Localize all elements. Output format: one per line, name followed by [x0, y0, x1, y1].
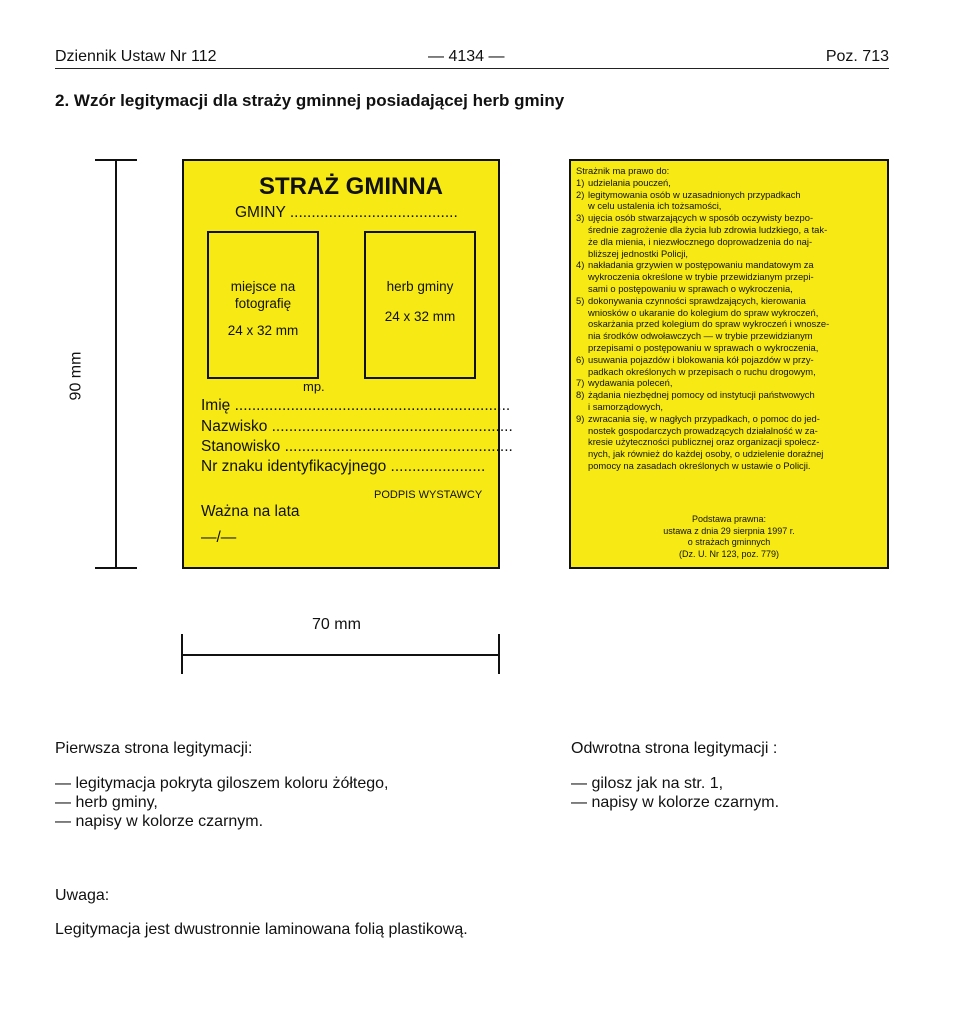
- stamp-label: mp.: [303, 379, 325, 394]
- rights-item: [576, 377, 884, 389]
- legal-basis-label: Podstawa prawna:: [691, 514, 767, 524]
- back-description-list: [571, 774, 779, 812]
- photo-size: 24 x 32 mm: [227, 323, 299, 338]
- card-back: [569, 159, 889, 569]
- rights-item-continuation: że dla mienia, i niezwłocznego doprowadzenia do naj-: [588, 235, 813, 247]
- front-description-item: — napisy w kolorze czarnym.: [55, 813, 264, 830]
- rights-item-text: dokonywania czynności sprawdzających, kierowania: [588, 294, 806, 306]
- signature-label: PODPIS WYSTAWCY: [374, 489, 483, 501]
- rights-item-continuation: średnie zagrożenie dla życia lub zdrowia ludzkiego, a tak-: [588, 223, 828, 235]
- photo-placeholder: [207, 231, 319, 379]
- rights-item-continuation: sami o postępowaniu w sprawach o wykroczenia,: [588, 282, 793, 294]
- rights-item: [576, 189, 884, 201]
- valid-value: —/—: [201, 529, 237, 546]
- rights-item-continuation: bliższej jednostki Policji,: [588, 247, 689, 259]
- rights-item: [576, 212, 884, 224]
- note-text: Legitymacja jest dwustronnie laminowana folią plastikową.: [55, 921, 468, 938]
- field-first-name: Imię ................................................................: [201, 397, 511, 414]
- gminy-field: GMINY .......................................: [235, 204, 458, 221]
- rights-item: [576, 295, 884, 307]
- front-description-title: Pierwsza strona legitymacji:: [55, 740, 253, 757]
- rights-item-number: 2): [576, 188, 585, 200]
- back-description-item: — napisy w kolorze czarnym.: [571, 794, 780, 811]
- rights-item-continuation: nych, jak również do każdej osoby, o udzielenie doraźnej: [588, 448, 824, 460]
- rights-item-text: ujęcia osób stwarzających w sposób oczywisty bezpo-: [588, 212, 814, 224]
- rights-item-continuation: padkach określonych w przepisach o ruchu drogowym,: [588, 365, 816, 377]
- note-label: Uwaga:: [55, 887, 110, 904]
- front-description-list: [55, 774, 388, 831]
- valid-label: Ważna na lata: [201, 503, 300, 520]
- rights-item-number: 5): [576, 294, 585, 306]
- rights-item-continuation: wniosków o ukaranie do kolegium do spraw wykroczeń,: [588, 306, 819, 318]
- rights-item-number: 8): [576, 389, 585, 401]
- rights-intro: Strażnik ma prawo do:: [576, 165, 670, 176]
- rights-item: [576, 413, 884, 425]
- journal-title: Dziennik Ustaw Nr 112: [55, 48, 217, 65]
- rights-item-text: usuwania pojazdów i blokowania kół pojazdów w przy-: [588, 353, 814, 365]
- rights-item-continuation: i samorządowych,: [588, 400, 664, 412]
- section-title: 2. Wzór legitymacji dla straży gminnej posiadającej herb gminy: [55, 91, 565, 110]
- position-number: Poz. 713: [825, 48, 889, 65]
- crest-size: 24 x 32 mm: [384, 309, 456, 324]
- rights-item-continuation: kresie użyteczności publicznej oraz organizacji społecz-: [588, 436, 820, 448]
- rights-item-number: 9): [576, 412, 585, 424]
- legal-act-title: o strażach gminnych: [687, 537, 771, 547]
- page-number: — 4134 —: [428, 48, 505, 65]
- rights-item-continuation: w celu ustalenia ich tożsamości,: [588, 200, 722, 212]
- field-surname: Nazwisko ........................................................: [201, 418, 513, 435]
- card-front: [182, 159, 513, 569]
- rights-item-continuation: nia środków odwoławczych — w trybie przewidzianym: [588, 330, 813, 342]
- rights-item: [576, 177, 884, 189]
- rights-item-continuation: przepisami o postępowaniu w sprawach o wykroczenia,: [588, 341, 819, 353]
- back-description-item: — gilosz jak na str. 1,: [571, 775, 724, 792]
- rights-item-number: 3): [576, 212, 585, 224]
- rights-items: [576, 177, 884, 472]
- rights-item-text: nakładania grzywien w postępowaniu mandatowym za: [588, 259, 814, 271]
- rights-item-text: udzielania pouczeń,: [588, 176, 671, 188]
- rights-item-continuation: pomocy na zasadach określonych w ustawie o Policji.: [588, 459, 811, 471]
- legal-reference: (Dz. U. Nr 123, poz. 779): [678, 548, 780, 559]
- legal-act: ustawa z dnia 29 sierpnia 1997 r.: [663, 525, 795, 536]
- crest-label: herb gminy: [386, 279, 454, 294]
- photo-label-1: miejsce na: [230, 279, 296, 294]
- back-description-title: Odwrotna strona legitymacji :: [571, 740, 778, 757]
- legal-basis: [571, 514, 887, 560]
- rights-item: [576, 259, 884, 271]
- rights-item-number: 4): [576, 259, 585, 271]
- height-label: 90 mm: [67, 351, 84, 401]
- dimension-horizontal-line: [181, 654, 500, 656]
- card-heading: STRAŻ GMINNA: [259, 173, 443, 200]
- rights-item-text: wydawania poleceń,: [588, 377, 673, 389]
- rights-item-number: 7): [576, 377, 585, 389]
- dimension-vertical-line: [115, 159, 117, 569]
- rights-item-text: legitymowania osób w uzasadnionych przypadkach: [588, 188, 801, 200]
- front-description-item: — herb gminy,: [55, 794, 158, 811]
- photo-label-2: fotografię: [234, 296, 292, 311]
- rights-list: [576, 165, 884, 472]
- rights-item-continuation: oskarżania przed kolegium do spraw wykroczeń i wnosze-: [588, 318, 830, 330]
- rights-item-text: żądania niezbędnej pomocy od instytucji państwowych: [588, 389, 815, 401]
- field-id-number: Nr znaku identyfikacyjnego ......................: [201, 458, 486, 475]
- front-description-item: — legitymacja pokryta giloszem koloru żółtego,: [55, 775, 389, 792]
- field-position: Stanowisko .....................................................: [201, 438, 513, 455]
- rights-item-text: zwracania się, w nagłych przypadkach, o pomoc do jed-: [588, 412, 820, 424]
- rights-item-number: 6): [576, 353, 585, 365]
- rights-item-continuation: wykroczenia określone w trybie przewidzianym przepi-: [588, 271, 814, 283]
- rights-item-number: 1): [576, 176, 585, 188]
- width-label: 70 mm: [312, 616, 361, 633]
- rights-item-continuation: nostek gospodarczych prowadzących działalność w za-: [588, 424, 818, 436]
- rights-item: [576, 389, 884, 401]
- crest-placeholder: [364, 231, 476, 379]
- header-rule: [55, 68, 889, 69]
- height-label-wrap: [56, 351, 96, 401]
- rights-item: [576, 354, 884, 366]
